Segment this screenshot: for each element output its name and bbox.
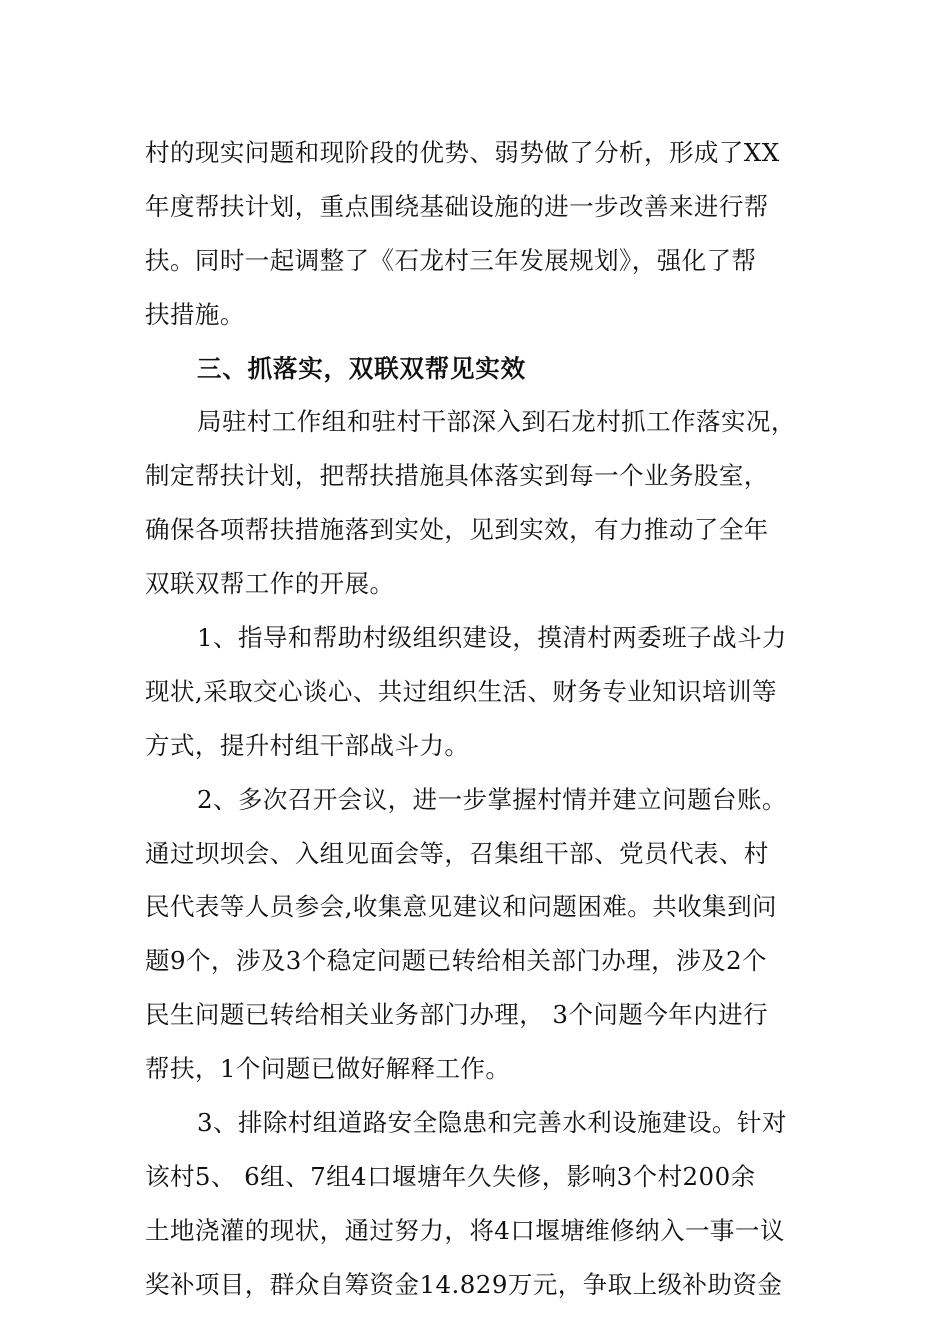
document-body bbox=[145, 126, 815, 1312]
paragraph-line: 通过坝坝会、入组见面会等，召集组干部、党员代表、村 bbox=[145, 838, 769, 868]
paragraph-line: 扶。同时一起调整了《石龙村三年发展规划》，强化了帮 bbox=[145, 245, 757, 275]
paragraph-line: 1、指导和帮助村级组织建设，摸清村两委班子战斗力 bbox=[197, 623, 787, 653]
paragraph-line: 扶措施。 bbox=[145, 299, 245, 329]
paragraph-line: 村的现实问题和现阶段的优势、弱势做了分析，形成了XX bbox=[145, 138, 780, 167]
paragraph-line: 民代表等人员参会,收集意见建议和问题困难。共收集到问 bbox=[145, 892, 777, 922]
paragraph-line: 该村5、 6组、7组4口堰塘年久失修，影响3个村200余 bbox=[145, 1161, 756, 1191]
paragraph-line: 双联双帮工作的开展。 bbox=[145, 569, 395, 599]
paragraph-line: 局驻村工作组和驻村干部深入到石龙村抓工作落实况， bbox=[197, 407, 796, 437]
paragraph-line: 制定帮扶计划，把帮扶措施具体落实到每一个业务股室， bbox=[145, 461, 769, 491]
section-heading: 三、抓落实，双联双帮见实效 bbox=[197, 353, 526, 383]
paragraph-line: 题9个，涉及3个稳定问题已转给相关部门办理，涉及2个 bbox=[145, 946, 767, 976]
paragraph-line: 2、多次召开会议，进一步掌握村情并建立问题台账。 bbox=[197, 784, 787, 814]
paragraph-line: 现状,采取交心谈心、共过组织生活、财务专业知识培训等 bbox=[145, 676, 777, 706]
paragraph-line: 确保各项帮扶措施落到实处，见到实效，有力推动了全年 bbox=[145, 515, 769, 545]
paragraph-line: 3、排除村组道路安全隐患和完善水利设施建设。针对 bbox=[197, 1108, 787, 1138]
paragraph-line: 帮扶，1个问题已做好解释工作。 bbox=[145, 1054, 511, 1084]
paragraph-line: 方式，提升村组干部战斗力。 bbox=[145, 730, 470, 760]
paragraph-line: 奖补项目，群众自筹资金14.829万元，争取上级补助资金 bbox=[145, 1269, 783, 1299]
paragraph-line: 民生问题已转给相关业务部门办理， 3个问题今年内进行 bbox=[145, 1000, 769, 1030]
paragraph-line: 年度帮扶计划，重点围绕基础设施的进一步改善来进行帮 bbox=[145, 191, 769, 221]
paragraph-line: 土地浇灌的现状，通过努力，将4口堰塘维修纳入一事一议 bbox=[145, 1215, 785, 1245]
